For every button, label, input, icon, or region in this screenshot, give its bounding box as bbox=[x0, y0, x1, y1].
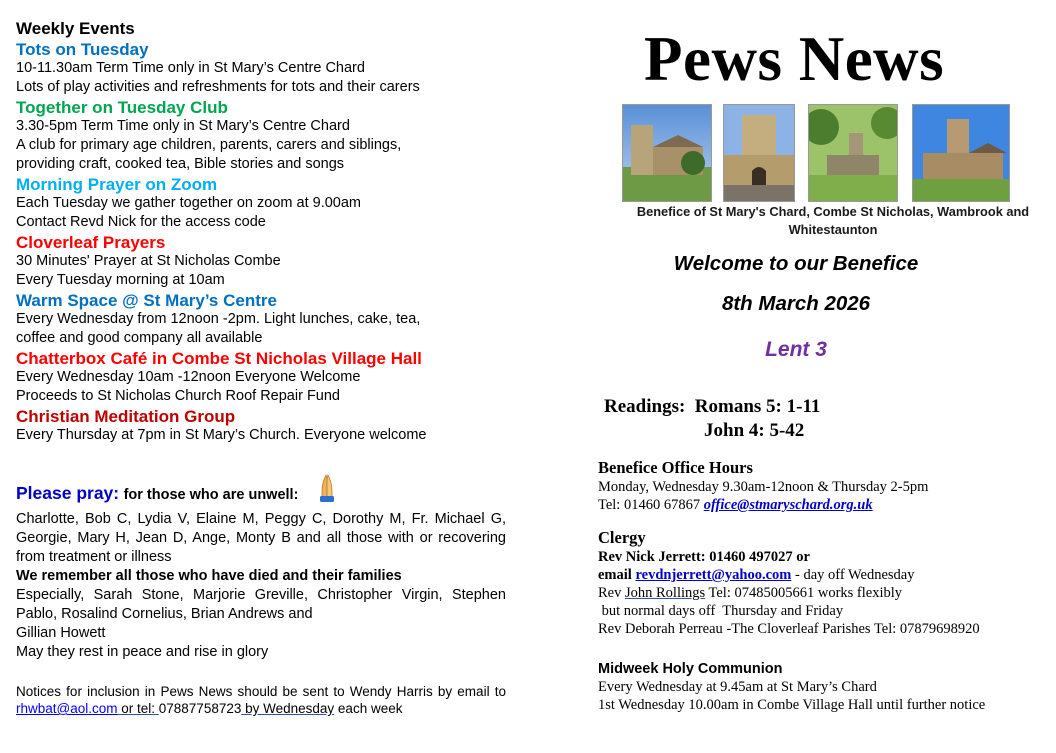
church-photo bbox=[912, 104, 1010, 202]
midweek-line: 1st Wednesday 10.00am in Combe Village Hall until further notice bbox=[598, 697, 986, 713]
email-label: email bbox=[598, 567, 636, 583]
clergy-john-days: but normal days off Thursday and Friday bbox=[598, 603, 844, 619]
remember-heading: We remember all those who have died and their families bbox=[16, 568, 402, 584]
clergy-heading: Clergy bbox=[598, 528, 646, 547]
event-line: 10-11.30am Term Time only in St Mary’s Centre Chard bbox=[16, 60, 365, 76]
event-chatterbox bbox=[16, 349, 506, 406]
event-line: 30 Minutes' Prayer at St Nicholas Combe bbox=[16, 253, 281, 269]
event-line: Each Tuesday we gather together on zoom at 9.00am bbox=[16, 195, 361, 211]
left-column bbox=[16, 18, 506, 717]
event-line: A club for primary age children, parents, carers and siblings, bbox=[16, 137, 402, 153]
readings bbox=[604, 395, 820, 443]
event-line: coffee and good company all available bbox=[16, 330, 263, 346]
liturgical-season: Lent 3 bbox=[765, 338, 827, 361]
event-title: Morning Prayer on Zoom bbox=[16, 175, 218, 194]
readings-line-1: Readings: Romans 5: 1-11 bbox=[604, 396, 821, 417]
benefice-caption: Benefice of St Mary's Chard, Combe St Nicholas, Wambrook and Whitestaunton bbox=[636, 204, 1030, 237]
event-tots bbox=[16, 40, 506, 97]
event-warm-space bbox=[16, 291, 506, 348]
john-prefix: Rev bbox=[598, 585, 625, 601]
notice-text: or tel: bbox=[117, 701, 159, 716]
midweek-heading: Midweek Holy Communion bbox=[598, 661, 783, 677]
right-column bbox=[596, 0, 1046, 753]
pray-subtitle: for those who are unwell: bbox=[123, 487, 299, 503]
clergy-deborah: Rev Deborah Perreau -The Cloverleaf Parishes Tel: 07879698920 bbox=[598, 621, 980, 637]
notice-text: Notices for inclusion in Pews News should be sent to Wendy Harris by email to bbox=[16, 684, 506, 699]
midweek-line: Every Wednesday at 9.45am at St Mary’s Chard bbox=[598, 679, 877, 695]
event-title: Tots on Tuesday bbox=[16, 40, 149, 59]
service-date: 8th March 2026 bbox=[721, 292, 871, 315]
nick-email-link[interactable]: revdnjerrett@yahoo.com bbox=[635, 567, 792, 583]
notice-tel: 07887758723 bbox=[158, 701, 242, 716]
event-line: Every Wednesday 10am -12noon Everyone Welcome bbox=[16, 369, 361, 385]
weekly-events-heading: Weekly Events bbox=[16, 19, 135, 38]
office-hours-times: Monday, Wednesday 9.30am-12noon & Thursday 2-5pm bbox=[598, 479, 929, 495]
church-photo bbox=[808, 104, 898, 202]
office-contact bbox=[598, 496, 1043, 514]
masthead-title: Pews News bbox=[644, 24, 945, 94]
clergy-nick: Rev Nick Jerrett: 01460 497027 or bbox=[598, 549, 810, 565]
pray-heading bbox=[16, 473, 506, 510]
clergy-nick-email bbox=[598, 566, 1043, 584]
event-cloverleaf bbox=[16, 233, 506, 290]
office-hours-heading: Benefice Office Hours bbox=[598, 458, 753, 477]
notice-email-link[interactable]: rhwbat@aol.com bbox=[16, 701, 118, 716]
event-title: Cloverleaf Prayers bbox=[16, 233, 166, 252]
praying-hands-icon bbox=[317, 473, 337, 510]
event-line: Proceeds to St Nicholas Church Roof Repair Fund bbox=[16, 388, 340, 404]
remember-names: Especially, Sarah Stone, Marjorie Greville, Christopher Virgin, Stephen Pablo, Rosalind Cornelius, Brian Andrews and bbox=[16, 587, 506, 622]
church-photo bbox=[723, 104, 795, 202]
church-photos bbox=[622, 104, 1017, 202]
notice-text: each week bbox=[334, 701, 403, 716]
event-line: Lots of play activities and refreshments for tots and their carers bbox=[16, 79, 420, 95]
event-together bbox=[16, 98, 506, 174]
midweek-communion bbox=[598, 660, 1043, 714]
office-email-link[interactable]: office@stmaryschard.org.uk bbox=[703, 497, 873, 513]
event-meditation bbox=[16, 407, 506, 445]
event-title: Warm Space @ St Mary’s Centre bbox=[16, 291, 277, 310]
office-tel: Tel: 01460 67867 bbox=[598, 497, 704, 513]
rest-in-peace: May they rest in peace and rise in glory bbox=[16, 644, 269, 660]
event-line: 3.30-5pm Term Time only in St Mary’s Centre Chard bbox=[16, 118, 350, 134]
event-line: Every Wednesday from 12noon -2pm. Light lunches, cake, tea, bbox=[16, 311, 421, 327]
event-line: Contact Revd Nick for the access code bbox=[16, 214, 266, 230]
readings-line-2: John 4: 5-42 bbox=[704, 420, 805, 441]
clergy-john bbox=[598, 584, 1043, 602]
event-line: Every Tuesday morning at 10am bbox=[16, 272, 225, 288]
john-name: John Rollings bbox=[624, 585, 706, 601]
church-photo bbox=[622, 104, 712, 202]
clergy bbox=[598, 528, 1043, 638]
john-tel: Tel: 07485005661 works flexibly bbox=[705, 585, 903, 601]
notice-text: by Wednesday bbox=[241, 701, 335, 716]
event-line: Every Thursday at 7pm in St Mary’s Church. Everyone welcome bbox=[16, 427, 427, 443]
event-line: providing craft, cooked tea, Bible stories and songs bbox=[16, 156, 345, 172]
remember-names-cont: Gillian Howett bbox=[16, 625, 106, 641]
event-title: Together on Tuesday Club bbox=[16, 98, 228, 117]
event-title: Christian Meditation Group bbox=[16, 407, 236, 426]
pray-title: Please pray: bbox=[16, 483, 120, 503]
office-hours bbox=[598, 458, 1043, 514]
day-off: - day off Wednesday bbox=[791, 567, 915, 583]
event-morning-prayer bbox=[16, 175, 506, 232]
pray-names: Charlotte, Bob C, Lydia V, Elaine M, Peggy C, Dorothy M, Fr. Michael G, Georgie, Mary H, Jean D, Ange, Monty B and all those with or recovering from treatment or illness bbox=[16, 511, 506, 565]
event-title: Chatterbox Café in Combe St Nicholas Village Hall bbox=[16, 349, 422, 368]
notices-info bbox=[16, 683, 506, 717]
welcome-heading: Welcome to our Benefice bbox=[673, 252, 919, 275]
